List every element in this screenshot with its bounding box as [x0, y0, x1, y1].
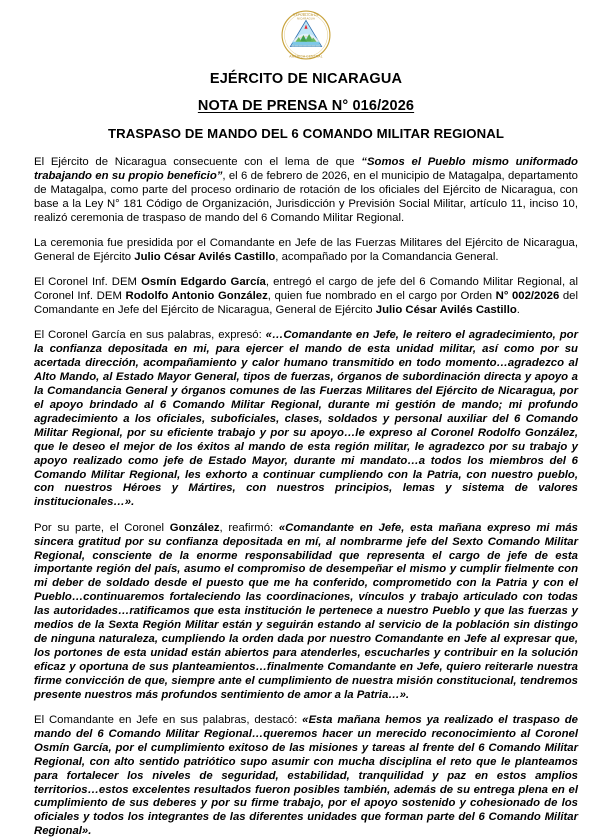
paragraph: La ceremonia fue presidida por el Comandante en Jefe de las Fuerzas Militares del Ejército de Nicaragua, General de Ejército Julio César Avilés Castillo, acompañado por la Comandancia General. — [34, 236, 578, 263]
text-run-bold-italic: “Somos el Pueblo mismo uniformado trabajando en su propio beneficio” — [34, 155, 578, 182]
svg-text:REPÚBLICA DE: REPÚBLICA DE — [293, 12, 319, 17]
paragraph: El Coronel Inf. DEM Osmín Edgardo García, entregó el cargo de jefe del 6 Comando Militar Regional, al Coronel Inf. DEM Rodolfo Antonio González, quien fue nombrado en el cargo por Orden N° 002/2026 del Comandante en Jefe del Ejército de Nicaragua, General de Ejército Julio César Avilés Castillo. — [34, 276, 578, 317]
text-run-bold: Julio César Avilés Castillo — [134, 250, 276, 263]
svg-text:NICARAGUA: NICARAGUA — [296, 16, 316, 21]
text-run-bold-italic: «…Comandante en Jefe, le reitero el agradecimiento, por la confianza depositada en mi, para ejercer el mando de esta unidad militar, así como por su acertada dirección, acompañamiento y calor humano transmitido en todo momento…agradezco al Alto Mando, al Estado Mayor General, tipos de fuerzas, órganos de subordinación directa y apoyo a la Comandancia General y órganos comunes de las Fuerzas Militares del Ejército de Nicaragua, por el apoyo brindado al 6 Comando Militar Regional, durante mi gestión de mando; mi profundo agradecimiento a los oficiales, suboficiales, clases, soldados y personal auxiliar del 6 Comando Militar Regional, por su eficiente trabajo y por su apoyo…le expreso al Coronel Rodolfo González, que le deseo el mejor de los éxitos al mando de esta región militar, le agradezco por su trabajo y apoyo realizado como jefe de Estado Mayor, durante mi mandato…a todos los miembros del 6 Comando Militar Regional, les exhorto a continuar cumpliendo con la Patria, con nuestro pueblo, con nuestros Héroes y Mártires, con nuestros principios, lemas y sistema de valores institucionales…». — [34, 329, 578, 509]
text-run-bold: González — [169, 521, 220, 534]
text-run-bold: Osmín Edgardo García — [141, 276, 266, 289]
paragraph: El Coronel García en sus palabras, expresó: «…Comandante en Jefe, le reitero el agradecimiento, por la confianza depositada en mi, para ejercer el mando de esta unidad militar, así como por su acertada dirección, acompañamiento y calor humano transmitido en todo momento…agradezco al Alto Mando, al Estado Mayor General, tipos de fuerzas, órganos de subordinación directa y apoyo a la Comandancia General y órganos comunes de las Fuerzas Militares del Ejército de Nicaragua, por el apoyo brindado al 6 Comando Militar Regional, durante mi gestión de mando; mi profundo agradecimiento a los oficiales, suboficiales, clases, soldados y personal auxiliar del 6 Comando Militar Regional, por su eficiente trabajo y por su apoyo…le expreso al Coronel Rodolfo González, que le deseo el mejor de los éxitos al mando de esta región militar, le agradezco por su trabajo y apoyo realizado como jefe de Estado Mayor, durante mi mandato…a todos los miembros del 6 Comando Militar Regional, les exhorto a continuar cumpliendo con la Patria, con nuestro pueblo, con nuestros Héroes y Mártires, con nuestros principios, lemas y sistema de valores institucionales…». — [34, 329, 578, 509]
text-run-bold: Julio César Avilés Castillo — [375, 304, 517, 317]
text-run-bold: N° 002/2026 — [495, 290, 560, 303]
title-block — [34, 69, 578, 144]
body-copy — [34, 156, 578, 839]
paragraph: El Ejército de Nicaragua consecuente con el lema de que “Somos el Pueblo mismo uniformado trabajando en su propio beneficio”, el 6 de febrero de 2026, en el municipio de Matagalpa, departamento de Matagalpa, como parte del proceso ordinario de rotación de los oficiales del Ejército de Nicaragua, con base a la Ley N° 181 Código de Organización, Jurisdicción y Previsión Social Militar, artículo 11, inciso 10, realizó ceremonia de traspaso de mando del 6 Comando Militar Regional. — [34, 155, 578, 224]
page-heading: TRASPASO DE MANDO DEL 6 COMANDO MILITAR REGIONAL — [107, 126, 505, 142]
press-release-number-text: NOTA DE PRENSA N° 016/2026 — [197, 97, 415, 114]
press-release-number — [34, 96, 578, 117]
svg-text:AMÉRICA CENTRAL: AMÉRICA CENTRAL — [289, 54, 323, 59]
page-title: EJÉRCITO DE NICARAGUA — [209, 71, 403, 87]
paragraph: El Comandante en Jefe en sus palabras, destacó: «Esta mañana hemos ya realizado el traspaso de mando del 6 Comando Militar Regional…queremos hacer un merecido reconocimiento al Coronel Osmín García, por el cumplimiento exitoso de las misiones y tareas al frente del 6 Comando Militar Regional, con alto sentido patriótico supo asumir con mucha disciplina el reto que le planteamos para fortalecer los niveles de seguridad, estabilidad, tranquilidad y paz en estos amplios territorios…estos excelentes resultados fueron posibles también, además de su entrega plena en el cumplimiento de sus deberes y por su firme trabajo, por el apoyo sostenido y cohesionado de los oficiales y todos los integrantes de las diferentes unidades que forman parte del 6 Comando Militar Regional». — [34, 714, 578, 838]
text-run-bold-italic: «Esta mañana hemos ya realizado el traspaso de mando del 6 Comando Militar Regional…queremos hacer un merecido reconocimiento al Coronel Osmín García, por el cumplimiento exitoso de las misiones y tareas al frente del 6 Comando Militar Regional, con alto sentido patriótico supo asumir con mucha disciplina el reto que le planteamos para fortalecer los niveles de seguridad, estabilidad, tranquilidad y paz en estos amplios territorios…estos excelentes resultados fueron posibles también, además de su entrega plena en el cumplimiento de sus deberes y por su firme trabajo, por el apoyo sostenido y cohesionado de los oficiales y todos los integrantes de las diferentes unidades que forman parte del 6 Comando Militar Regional». — [34, 714, 578, 838]
emblem-container — [34, 0, 578, 63]
text-run-bold-italic: «Comandante en Jefe, esta mañana expreso mi más sincera gratitud por su confianza depositada en mí, al nombrarme jefe del Sexto Comando Militar Regional, consciente de la enorme responsabilidad que representa el cargo de jefe de esta importante región del país, asumo el compromiso de desempeñar el mismo y cumplir fielmente con mi deber de soldado desde el puesto que me ha conferido, comprometido con la Patria y con el Pueblo…continuaremos fortaleciendo las coordinaciones, vínculos y trabajo articulado con todas las autoridades…ratificamos que esta institución le pertenece a nuestro Pueblo y que las fuerzas y medios de la Sexta Región Militar están y seguirán estando al servicio de la población sin distingo de ninguna naturaleza, cumpliendo la orden dada por nuestro Comandante en Jefe al expresar que, los portones de esta unidad están abiertos para atenderles, escucharles y contribuir en la solución eficaz y oportuna de sus planteamientos…finalmente Comandante en Jefe, quiero reiterarle nuestra firme convicción de que, siempre ante el cumplimiento de nuestra misión constitucional, tendremos presente nuestros más profundos sentimiento de amor a la Patria…». — [34, 521, 578, 701]
nicaragua-coat-of-arms-icon — [280, 9, 332, 61]
paragraph: Por su parte, el Coronel González, reafirmó: «Comandante en Jefe, esta mañana expreso mi más sincera gratitud por su confianza depositada en mí, al nombrarme jefe del Sexto Comando Militar Regional, consciente de la enorme responsabilidad que representa el cargo de jefe de esta importante región del país, asumo el compromiso de desempeñar el mismo y cumplir fielmente con mi deber de soldado desde el puesto que me ha conferido, comprometido con la Patria y con el Pueblo…continuaremos fortaleciendo las coordinaciones, vínculos y trabajo articulado con todas las autoridades…ratificamos que esta institución le pertenece a nuestro Pueblo y que las fuerzas y medios de la Sexta Región Militar están y seguirán estando al servicio de la población sin distingo de ninguna naturaleza, cumpliendo la orden dada por nuestro Comandante en Jefe al expresar que, los portones de esta unidad están abiertos para atenderles, escucharles y contribuir en la solución eficaz y oportuna de sus planteamientos…finalmente Comandante en Jefe, quiero reiterarle nuestra firme convicción de que, siempre ante el cumplimiento de nuestra misión constitucional, tendremos presente nuestros más profundos sentimiento de amor a la Patria…». — [34, 521, 578, 701]
text-run-bold: Rodolfo Antonio González — [125, 290, 268, 303]
